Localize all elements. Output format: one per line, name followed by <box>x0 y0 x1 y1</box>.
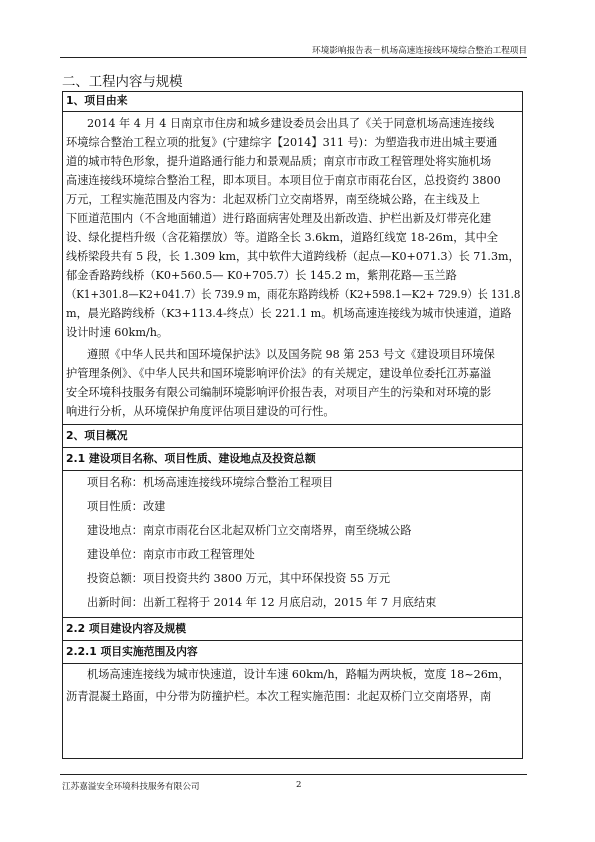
row-divider <box>63 663 522 664</box>
header-rule <box>60 57 527 58</box>
section-title: 二、工程内容与规模 <box>62 75 183 90</box>
s221-heading: 2.2.1 项目实施范围及内容 <box>66 645 198 658</box>
para2-line: 遵照《中华人民共和国环境保护法》以及国务院 98 第 253 号文《建设项目环境保 <box>87 348 495 361</box>
para2-line: 响进行分析，从环境保护角度评估项目建设的可行性。 <box>66 405 335 418</box>
row-divider <box>63 640 522 641</box>
para1-line: 设、绿化提档升级（含花箱摆放）等。道路全长 3.6km，道路红线宽 18-26m，其中全 <box>66 231 498 244</box>
row-divider <box>63 617 522 618</box>
para1-line: 下匝道范围内（不含地面辅道）进行路面病害处理及出新改造、护栏出新及灯带亮化建 <box>66 212 492 225</box>
page-header: 环境影响报告表－机场高速连接线环境综合整治工程项目 <box>312 46 527 56</box>
para1-line: （K1+301.8—K2+041.7）长 739.9 m，雨花东路跨线桥（K2+598.1—K2+ 729.9）长 131.8 <box>66 288 521 301</box>
row-divider <box>63 111 522 112</box>
para1-line: 万元，工程实施范围及内容为：北起双桥门立交南塔界，南至绕城公路，在主线及上 <box>66 193 480 206</box>
row-divider <box>63 424 522 425</box>
overview-line: 项目性质：改建 <box>87 500 166 513</box>
para1-line: 环境综合整治工程立项的批复》(宁建综字【2014】311 号)：为塑造我市进出城主要通 <box>66 136 498 149</box>
para2-line: 护管理条例》、《中华人民共和国环境影响评价法》的有关规定，建设单位委托江苏嘉溢 <box>66 367 492 380</box>
row-divider <box>63 470 522 471</box>
para1-line: 郁金香路跨线桥（K0+560.5— K0+705.7）长 145.2 m，紫荆花路—玉兰路 <box>66 269 457 282</box>
s21-heading: 2.1 建设项目名称、项目性质、建设地点及投资总额 <box>66 452 316 465</box>
para1-line: 2014 年 4 月 4 日南京市住房和城乡建设委员会出具了《关于同意机场高速连接线 <box>87 117 495 130</box>
overview-line: 建设地点：南京市雨花台区北起双桥门立交南塔界，南至绕城公路 <box>87 524 412 537</box>
s2-heading: 2、项目概况 <box>66 429 128 442</box>
para3-line: 沥青混凝土路面，中分带为防撞护栏。本次工程实施范围：北起双桥门立交南塔界，南 <box>66 690 492 703</box>
row-divider <box>63 447 522 448</box>
overview-line: 建设单位：南京市市政工程管理处 <box>87 548 255 561</box>
overview-line: 项目名称：机场高速连接线环境综合整治工程项目 <box>87 476 334 489</box>
para1-line: 高速连接线环境综合整治工程，即本项目。本项目位于南京市雨花台区，总投资约 3800 <box>66 174 501 187</box>
para3-line: 机场高速连接线为城市快速道，设计车速 60km/h，路幅为两块板，宽度 18~26m， <box>87 668 510 681</box>
s1-heading: 1、项目由来 <box>66 94 128 107</box>
para1-line: m，晨光路跨线桥（K3+113.4-终点）长 221.1 m。机场高速连接线为城市快速道，道路 <box>66 307 512 320</box>
para1-line: 线桥梁段共有 5 段，长 1.309 km，其中软件大道跨线桥（起点—K0+071.3）长 71.3m， <box>66 250 520 263</box>
para1-line: 设计时速 60km/h。 <box>66 326 169 339</box>
s22-heading: 2.2 项目建设内容及规模 <box>66 622 187 635</box>
para2-line: 安全环境科技服务有限公司编制环境影响评价报告表，对项目产生的污染和对环境的影 <box>66 386 492 399</box>
overview-line: 投资总额：项目投资共约 3800 万元，其中环保投资 55 万元 <box>87 572 391 585</box>
page-number: 2 <box>296 780 302 790</box>
overview-line: 出新时间：出新工程将于 2014 年 12 月底启动，2015 年 7 月底结束 <box>87 596 437 609</box>
footer-company: 江苏嘉溢安全环境科技服务有限公司 <box>62 782 200 792</box>
footer-rule <box>60 774 527 775</box>
para1-line: 道的城市特色形象，提升道路通行能力和景观品质；南京市市政工程管理处将实施机场 <box>66 155 492 168</box>
